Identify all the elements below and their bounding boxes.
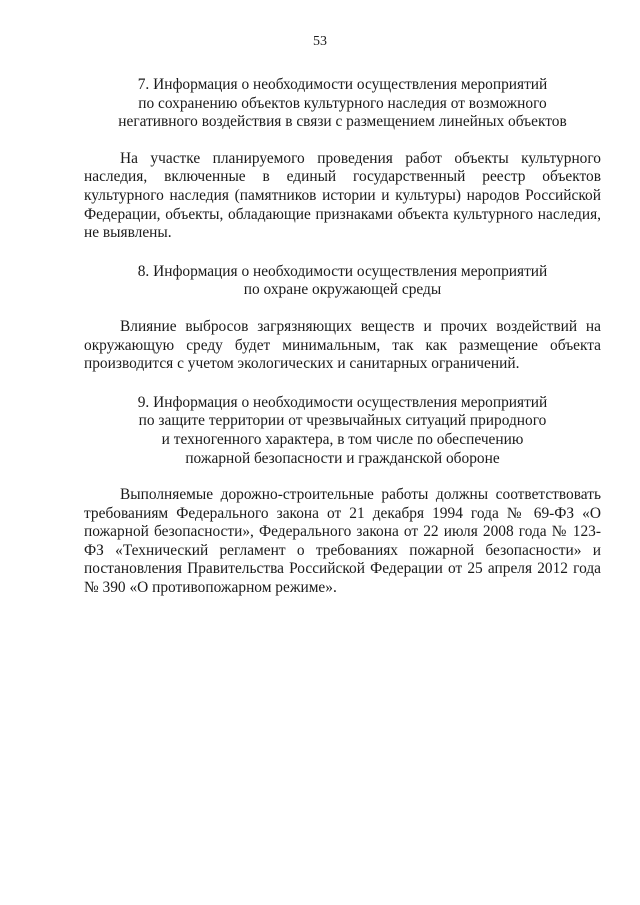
section-9: [84, 394, 601, 598]
section-8: [84, 263, 601, 374]
heading-line: 7. Информация о необходимости осуществления мероприятий: [137, 76, 548, 93]
section-heading: [84, 76, 601, 132]
heading-line: пожарной безопасности и гражданской обороне: [185, 449, 500, 467]
heading-line: и техногенного характера, в том числе по обеспечению: [161, 430, 524, 448]
heading-line: по сохранению объектов культурного наследия от возможного: [138, 94, 547, 112]
section-heading: [84, 394, 601, 468]
heading-line: по охране окружающей среды: [243, 281, 442, 299]
heading-line: негативного воздействия в связи с размещением линейных объектов: [118, 113, 567, 131]
section-7: [84, 76, 601, 243]
section-paragraph: На участке планируемого проведения работ объекты культурного наследия, включенные в единый государственный реестр объектов культурного наследия (памятников истории и культуры) народов Российской Федерации, объекты, обладающие признаками объекта культурного наследия, не выявлены.: [84, 149, 601, 242]
heading-line: по защите территории от чрезвычайных ситуаций природного: [138, 412, 547, 430]
section-paragraph: Выполняемые дорожно-строительные работы должны соответствовать требованиям Федерального закона от 21 декабря 1994 года № 69-ФЗ «О пожарной безопасности», Федерального закона от 22 июля 2008 года № 123-ФЗ «Технический регламент о требованиях пожарной безопасности» и постановления Правительства Российской Федерации от 25 апреля 2012 года № 390 «О противопожарном режиме».: [84, 486, 601, 597]
section-paragraph: Влияние выбросов загрязняющих веществ и прочих воздействий на окружающую среду будет минимальным, так как размещение объекта производится с учетом экологических и санитарных ограничений.: [84, 317, 601, 373]
heading-line: 9. Информация о необходимости осуществления мероприятий: [137, 393, 548, 411]
section-heading: [84, 263, 601, 300]
page-number: 53: [313, 34, 327, 49]
heading-line: 8. Информация о необходимости осуществления мероприятий: [137, 262, 548, 280]
document-body: [84, 76, 601, 598]
